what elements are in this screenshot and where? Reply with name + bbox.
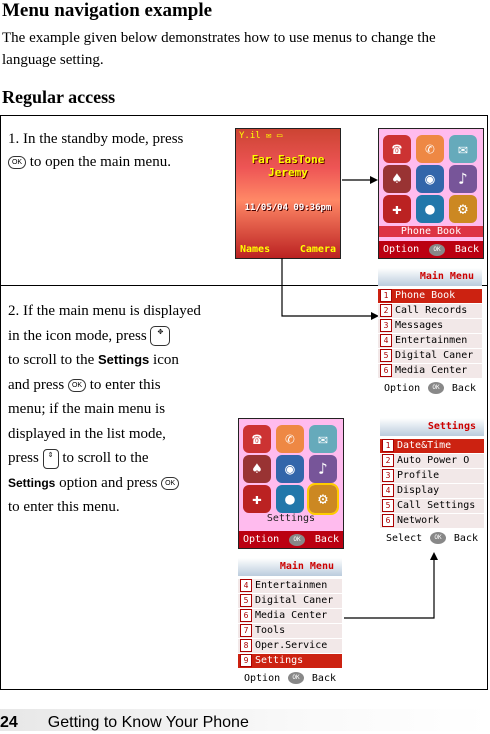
nav-key-icon: ✥ [150,326,170,346]
list-menu-screen-2 [238,558,342,686]
page-number: 24 [0,714,18,731]
arrow-down-right-icon [275,255,385,325]
messages-icon[interactable]: ✉ [449,135,477,163]
settings-word: Settings [98,352,150,367]
step-2-line: press [8,450,39,466]
list-item[interactable]: 3 Profile [380,469,484,484]
soft-key-bar [379,241,483,258]
call-records-icon[interactable]: ✆ [416,135,444,163]
status-bar: Y.il ✉ ▭ [239,131,283,141]
menu-list [238,579,342,669]
phone-book-icon[interactable]: ☎ [243,425,271,453]
back-soft-key[interactable]: Back [453,532,478,544]
soft-key-bar [239,531,343,548]
list-item[interactable]: 6 Media Center [238,609,342,624]
service-icon[interactable]: ● [276,485,304,513]
list-item[interactable]: 2 Call Records [378,304,482,319]
phone-book-icon[interactable]: ☎ [383,135,411,163]
user-name: Jeremy [268,166,308,179]
tools-icon[interactable]: ✚ [383,195,411,223]
intro-text: The example given below demonstrates how to use menus to change the language setting. [2,30,436,68]
step-2-line: menu; if the main menu is [8,401,166,417]
list-item[interactable]: 5 Call Settings [380,499,484,514]
step-2-line: displayed in the list mode, [8,425,166,442]
page-footer [0,714,249,732]
list-item[interactable]: 2 Auto Power O [380,454,484,469]
entertainment-icon[interactable]: ♠ [383,165,411,193]
step-2-line: and press [8,376,65,393]
back-soft-key[interactable]: Back [451,382,476,394]
back-soft-key[interactable]: Back [454,244,479,255]
settings-menu-screen [380,418,484,546]
list-item[interactable]: 6 Media Center [378,364,482,379]
list-item[interactable]: 1 Phone Book [378,289,482,304]
standby-screen [235,128,341,259]
icon-menu-screen-2 [238,418,344,549]
list-item[interactable]: 8 Oper.Service [238,639,342,654]
step-2-line: to enter this [89,376,161,393]
settings-word: Settings [8,475,56,490]
tools-icon[interactable]: ✚ [243,485,271,513]
soft-key-bar [238,670,342,686]
option-soft-key[interactable]: Option [244,672,281,684]
list-item[interactable]: 5 Digital Caner [238,594,342,609]
operator-name: Far EasTone [251,153,325,166]
left-soft-key[interactable]: Names [240,244,271,255]
service-icon[interactable]: ● [416,195,444,223]
menu-list [378,289,482,379]
step-2-line: to scroll to the [8,352,95,368]
soft-key-bar [380,530,484,546]
back-soft-key[interactable]: Back [314,534,339,545]
step-2-line: to scroll to the [62,450,149,466]
ok-button-icon[interactable]: OK [429,244,445,256]
step-2-line: option and press [59,474,158,491]
menu-title: Settings [380,418,484,436]
step-2-line: to enter this menu. [8,499,120,515]
date-time: 11/05/04 09:36pm [244,203,332,213]
ok-button-icon[interactable]: OK [288,672,304,684]
menu-title: Main Menu [378,268,482,286]
updown-key-icon: ⇕ [43,449,59,469]
messages-icon[interactable]: ✉ [309,425,337,453]
footer-title: Getting to Know Your Phone [47,714,249,731]
list-item[interactable]: 3 Messages [378,319,482,334]
ok-button-icon[interactable]: OK [289,534,305,546]
icon-grid [243,425,339,513]
settings-icon[interactable]: ⚙ [449,195,477,223]
icon-menu-screen-1 [378,128,484,259]
call-records-icon[interactable]: ✆ [276,425,304,453]
list-item[interactable]: 1 Date&Time [380,439,484,454]
list-item[interactable]: 6 Network [380,514,484,529]
menu-list [380,439,484,529]
ok-key-icon: OK [8,156,26,169]
step-2-line: 2. If the main menu is displayed [8,303,201,319]
media-icon[interactable]: ♪ [309,455,337,483]
menu-title: Main Menu [238,558,342,576]
back-soft-key[interactable]: Back [311,672,336,684]
settings-icon[interactable]: ⚙ [309,485,337,513]
list-item[interactable]: 9 Settings [238,654,342,669]
media-icon[interactable]: ♪ [449,165,477,193]
list-item[interactable]: 7 Tools [238,624,342,639]
camera-icon[interactable]: ◉ [276,455,304,483]
step-2-line: icon [153,352,179,368]
ok-key-icon: OK [68,379,86,392]
option-soft-key[interactable]: Option [384,382,421,394]
icon-caption: Phone Book [379,226,483,237]
ok-button-icon[interactable]: OK [428,382,444,394]
list-menu-screen-1 [378,268,482,396]
step-1-text [8,128,224,174]
step-2-text [8,299,224,520]
select-soft-key[interactable]: Select [386,532,423,544]
list-item[interactable]: 4 Entertainmen [238,579,342,594]
option-soft-key[interactable]: Option [243,534,280,545]
camera-icon[interactable]: ◉ [416,165,444,193]
list-item[interactable]: 4 Entertainmen [378,334,482,349]
step-1-pre: 1. In the standby mode, press [8,131,184,147]
ok-button-icon[interactable]: OK [430,532,446,544]
ok-key-icon: OK [161,477,179,490]
section-heading: Regular access [2,87,116,107]
list-item[interactable]: 5 Digital Caner [378,349,482,364]
icon-caption: Settings [266,513,316,524]
step-2-line: in the icon mode, press [8,327,147,344]
right-soft-key[interactable]: Camera [299,244,336,255]
step-1-post: to open the main menu. [29,154,171,170]
option-soft-key[interactable]: Option [383,244,420,255]
entertainment-icon[interactable]: ♠ [243,455,271,483]
page-heading: Menu navigation example [2,0,213,21]
list-item[interactable]: 4 Display [380,484,484,499]
arrow-up-icon [342,550,442,625]
soft-key-bar [378,380,482,396]
icon-grid [383,135,479,223]
arrow-right-icon [340,170,380,190]
